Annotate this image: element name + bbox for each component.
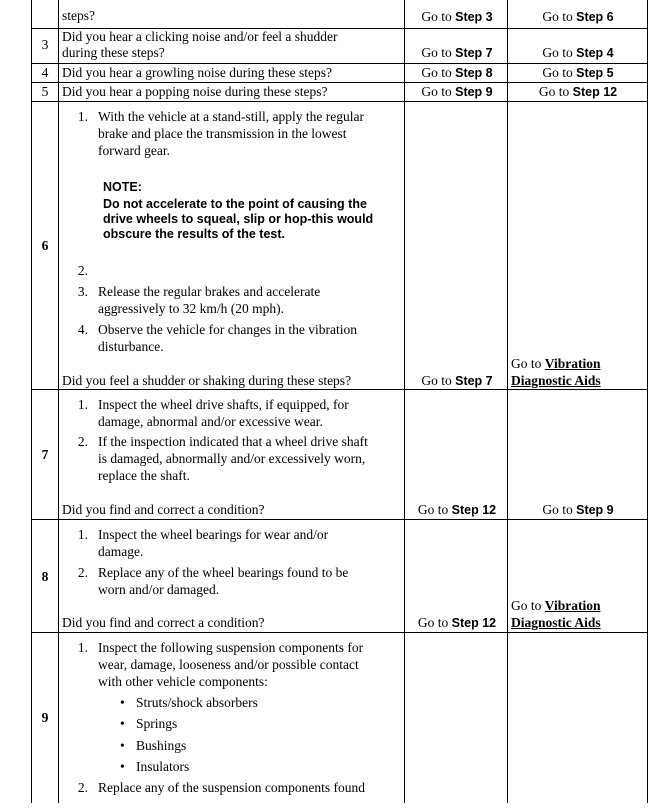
question-text: steps?	[62, 8, 95, 23]
yes-action[interactable]: Go to Step 7	[421, 45, 493, 60]
step-number: 4	[41, 65, 49, 80]
row-divider	[31, 63, 648, 64]
note-text: obscure the results of the test.	[103, 227, 285, 241]
note-title: NOTE:	[103, 180, 142, 194]
row-divider	[31, 101, 648, 102]
item-number: 2.	[77, 565, 88, 580]
instruction-text: wear, damage, looseness and/or possible contact	[98, 657, 359, 672]
no-action-link[interactable]: Diagnostic Aids	[511, 615, 601, 630]
item-number: 4.	[77, 322, 88, 337]
row-divider	[31, 82, 648, 83]
note-text: Do not accelerate to the point of causing the	[103, 197, 367, 211]
yes-action[interactable]: Go to Step 12	[417, 502, 497, 517]
column-divider	[507, 0, 508, 803]
step-number: 6	[41, 238, 49, 253]
step-number: 9	[41, 710, 49, 725]
instruction-text: with other vehicle components:	[98, 674, 268, 689]
bullet-icon: •	[120, 695, 125, 710]
instruction-text: Inspect the wheel drive shafts, if equipped, for	[98, 397, 349, 412]
instruction-text: damage.	[98, 544, 144, 559]
yes-action[interactable]: Go to Step 7	[421, 373, 493, 388]
yes-action[interactable]: Go to Step 12	[417, 615, 497, 630]
column-divider	[58, 0, 59, 803]
no-action-link[interactable]: Diagnostic Aids	[511, 373, 601, 388]
item-number: 2.	[77, 263, 88, 278]
item-number: 1.	[77, 109, 88, 124]
bullet-icon: •	[120, 716, 125, 731]
question-text: Did you find and correct a condition?	[62, 502, 265, 517]
step-number: 3	[41, 37, 49, 52]
note-text: drive wheels to squeal, slip or hop-this would	[103, 212, 374, 226]
instruction-text: Replace any of the wheel bearings found to be	[98, 565, 349, 580]
no-action[interactable]: Go to Vibration	[511, 598, 601, 613]
instruction-text: replace the shaft.	[98, 468, 190, 483]
row-divider	[31, 519, 648, 520]
step-number: 7	[41, 447, 49, 462]
step-number: 5	[41, 84, 49, 99]
yes-action[interactable]: Go to Step 9	[421, 84, 493, 99]
bullet-text: Springs	[136, 716, 178, 731]
instruction-text: forward gear.	[98, 143, 170, 158]
instruction-text: Inspect the wheel bearings for wear and/or	[98, 527, 329, 542]
question-text: Did you hear a popping noise during these steps?	[62, 84, 328, 99]
item-number: 1.	[77, 527, 88, 542]
instruction-text: disturbance.	[98, 339, 164, 354]
column-divider	[404, 0, 405, 803]
question-text: Did you find and correct a condition?	[62, 615, 265, 630]
item-number: 2.	[77, 780, 88, 795]
no-action[interactable]: Go to Step 4	[542, 45, 614, 60]
yes-action[interactable]: Go to Step 3	[421, 9, 493, 24]
no-action[interactable]: Go to Step 6	[542, 9, 614, 24]
item-number: 3.	[77, 284, 88, 299]
bullet-text: Bushings	[136, 738, 187, 753]
question-text: Did you hear a growling noise during these steps?	[62, 65, 332, 80]
instruction-text: aggressively to 32 km/h (20 mph).	[98, 301, 284, 316]
no-action[interactable]: Go to Step 9	[542, 502, 614, 517]
instruction-text: Inspect the following suspension components for	[98, 640, 364, 655]
no-action[interactable]: Go to Vibration	[511, 356, 601, 371]
question-text: Did you feel a shudder or shaking during these steps?	[62, 373, 352, 388]
instruction-text: With the vehicle at a stand-still, apply the regular	[98, 109, 364, 124]
instruction-text: If the inspection indicated that a wheel drive shaft	[98, 434, 368, 449]
bullet-icon: •	[120, 738, 125, 753]
instruction-text: worn and/or damaged.	[98, 582, 220, 597]
instruction-text: damage, abnormal and/or excessive wear.	[98, 414, 323, 429]
column-divider	[647, 0, 648, 803]
bullet-icon: •	[120, 759, 125, 774]
item-number: 1.	[77, 397, 88, 412]
instruction-text: Observe the vehicle for changes in the vibration	[98, 322, 358, 337]
row-divider	[31, 632, 648, 633]
question-text: during these steps?	[62, 45, 165, 60]
no-action[interactable]: Go to Step 12	[538, 84, 618, 99]
instruction-text: brake and place the transmission in the lowest	[98, 126, 347, 141]
column-divider	[31, 0, 32, 803]
item-number: 1.	[77, 640, 88, 655]
instruction-text: is damaged, abnormally and/or excessively worn,	[98, 451, 366, 466]
item-number: 2.	[77, 434, 88, 449]
yes-action[interactable]: Go to Step 8	[421, 65, 493, 80]
step-number: 8	[41, 569, 49, 584]
question-text: Did you hear a clicking noise and/or feel a shudder	[62, 29, 338, 44]
bullet-text: Struts/shock absorbers	[136, 695, 258, 710]
instruction-text: Replace any of the suspension components found	[98, 780, 365, 795]
no-action[interactable]: Go to Step 5	[542, 65, 614, 80]
bullet-text: Insulators	[136, 759, 190, 774]
row-divider	[31, 389, 648, 390]
instruction-text: Release the regular brakes and accelerate	[98, 284, 321, 299]
